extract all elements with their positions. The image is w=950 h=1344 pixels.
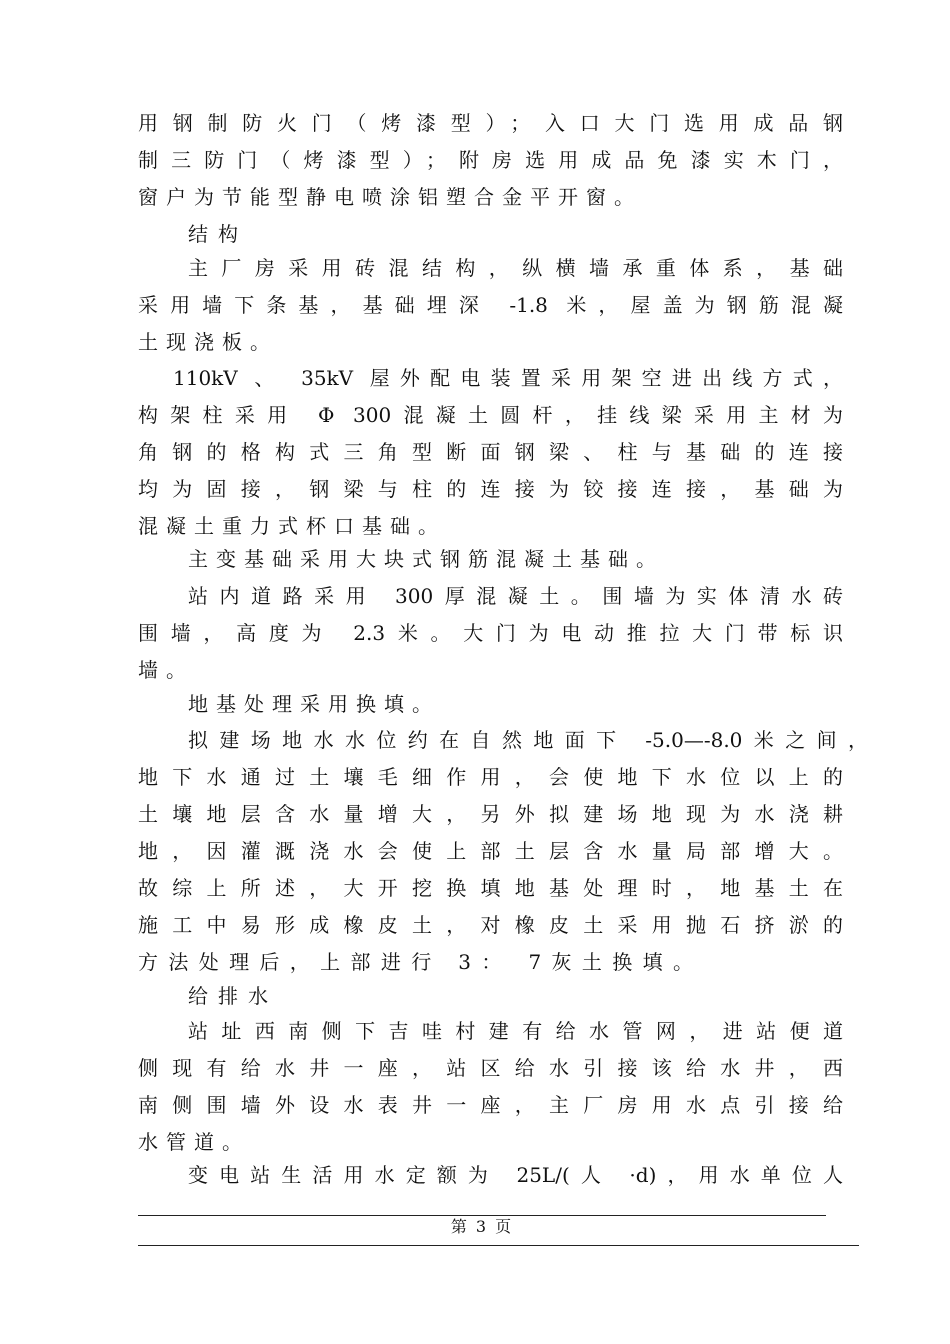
section-heading: 给排水 [188,984,278,1008]
text-line: 主厂房采用砖混结构，纵横墙承重体系，基础 [188,256,843,280]
page-number: 第 3 页 [450,1217,514,1236]
text-line: 均为固接，钢梁与柱的连接为铰接连接，基础为 [138,477,843,501]
text-line: 变电站生活用水定额为 25L/(人 ·d)，用水单位人 [188,1163,843,1187]
footer-top-rule [138,1215,826,1216]
text-line: 施工中易形成橡皮土，对橡皮土采用抛石挤淤的 [138,913,843,937]
text-line: 构架柱采用 Φ 300混凝土圆杆，挂线梁采用主材为 [138,403,843,427]
text-line: 采用墙下条基，基础埋深 -1.8 米，屋盖为钢筋混凝 [138,293,843,317]
text-line: 主变基础采用大块式钢筋混凝土基础。 [188,547,664,571]
text-line: 用钢制防火门（烤漆型）；入口大门选用成品钢 [138,111,843,135]
text-line: 侧现有给水井一座，站区给水引接该给水井，西 [138,1056,843,1080]
text-line: 地基处理采用换填。 [188,692,440,716]
text-line: 地，因灌溉浇水会使上部土层含水量局部增大。 [138,839,843,863]
section-heading: 结构 [188,222,248,246]
text-line: 窗户为节能型静电喷涂铝塑合金平开窗。 [138,185,642,209]
text-line: 混凝土重力式杯口基础。 [138,514,446,538]
text-line: 站内道路采用 300厚混凝土。围墙为实体清水砖 [188,584,843,608]
footer-bottom-rule [138,1245,859,1246]
text-line: 拟建场地水水位约在自然地面下 -5.0—-8.0米之间， [188,728,868,752]
text-line: 110kV 、 35kV 屋外配电装置采用架空进出线方式， [173,366,843,390]
text-line: 南侧围墙外设水表井一座，主厂房用水点引接给 [138,1093,843,1117]
text-line: 地下水通过土壤毛细作用，会使地下水位以上的 [138,765,843,789]
text-line: 围墙，高度为 2.3米。大门为电动推拉大门带标识 [138,621,843,645]
text-line: 方法处理后，上部进行 3： 7灰土换填。 [138,950,693,974]
text-line: 墙。 [138,658,194,682]
text-line: 土壤地层含水量增大，另外拟建场地现为水浇耕 [138,802,843,826]
text-line: 站址西南侧下吉哇村建有给水管网，进站便道 [188,1019,843,1043]
text-line: 水管道。 [138,1130,250,1154]
text-line: 制三防门（烤漆型）；附房选用成品免漆实木门， [138,148,843,172]
text-line: 土现浇板。 [138,330,278,354]
text-line: 角钢的格构式三角型断面钢梁、柱与基础的连接 [138,440,843,464]
text-line: 故综上所述，大开挖换填地基处理时，地基土在 [138,876,843,900]
